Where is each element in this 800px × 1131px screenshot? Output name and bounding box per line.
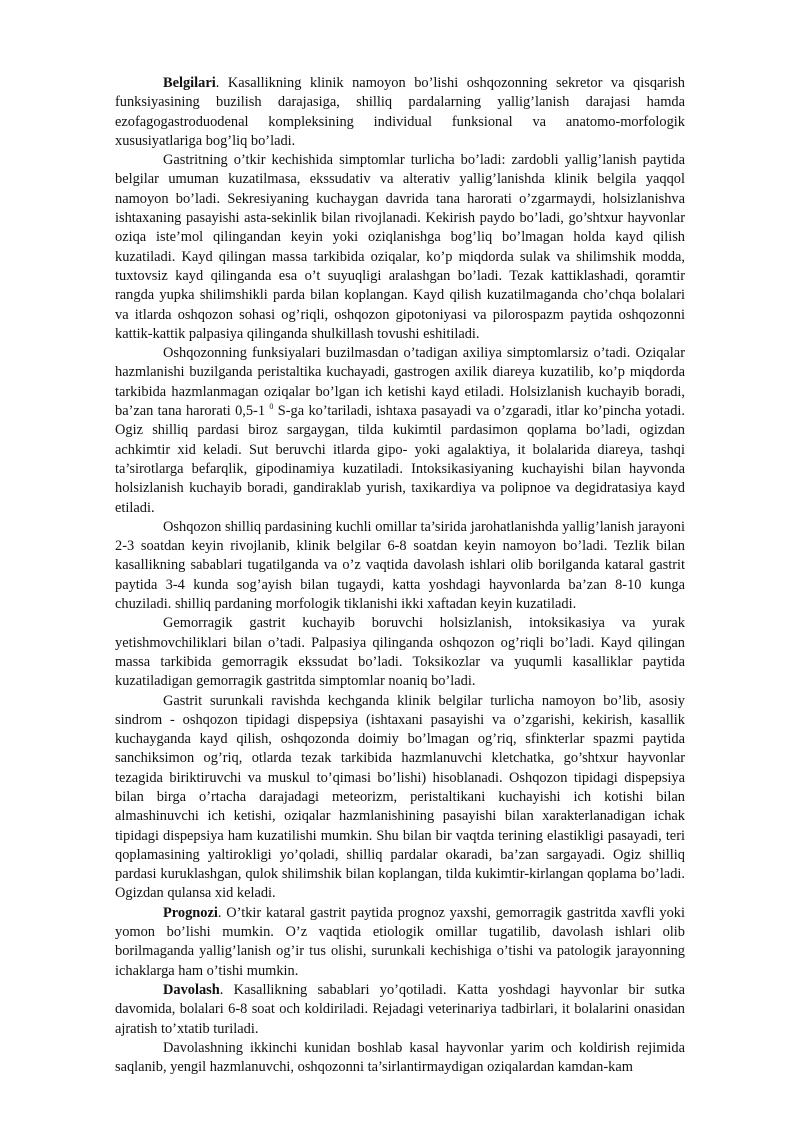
paragraph-funksiyalari <box>115 344 685 518</box>
paragraph-belgilari <box>115 74 685 151</box>
paragraph-ikkinchi-kun: Davolashning ikkinchi kunidan boshlab kasal hayvonlar yarim och koldirish rejimida saqlanib, yengil hazmlanuvchi, oshqozonni ta’sirlantirmaydigan oziqalardan kamdan-kam <box>115 1039 685 1076</box>
paragraph-text: . Kasallikning klinik namoyon bo’lishi oshqozonning sekretor va qisqarish funksiyasining buzilish darajasiga, shilliq pardalarning yallig’lanish darajasi hamda ezofagogastroduodenal kompleksining individual funksional va anatomo-morfologik xususiyatlariga bog’liq bo’ladi. <box>115 75 685 149</box>
paragraph-text: . Kasallikning sabablari yo’qotiladi. Katta yoshdagi hayvonlar bir sutka davomida, bolalari 6-8 soat och koldiriladi. Rejadagi veterinariya tadbirlari, it bolalarini onasidan ajratish to’xtatib turiladi. <box>115 981 685 1037</box>
paragraph-text-part1: Oshqozonning funksiyalari buzilmasdan o’tadigan axiliya simptomlarsiz o’tadi. Oziqalar hazmlanishi buzilganda peristaltika kuchayadi, gastrogen axilik diareya kuzatilib, ko’p miqdorda tarkibida hazmlanmagan oziqalar bo’lgan ich ketishi kayd etiladi. Holsizlanish kuchayib boradi, ba’zan tana harorati 0,5-1 <box>115 345 685 420</box>
paragraph-prognozi <box>115 904 685 981</box>
paragraph-otkir-kechish: Gastritning o’tkir kechishida simptomlar turlicha bo’ladi: zardobli yallig’lanish paytida belgilar umuman kuzatilmasa, ekssudativ va alterativ yallig’lanishda klinik belgila yaqqol namoyon bo’ladi. Sekresiyaning kuchaygan davrida tana harorati o’zgarmaydi, holsizlanishva ishtaxaning pasayishi asta-sekinlik bilan rivojlanadi. Kekirish paydo bo’ladi, go’shtxur hayvonlar oziqa iste’mol qilingandan keyin yoki oziqlanishga bog’liq bo’lmagan holda kayd qilish kuzatiladi. Kayd qilingan massa tarkibida oziqalar, ko’p miqdorda sulak va shilimshik modda, tuxtovsiz kayd qilinganda esa o’t suyuqligi aralashgan bo’ladi. Tezak kattiklashadi, qoramtir rangda yupka shilimshikli parda bilan koplangan. Kayd qilish kuzatilmaganda cho’chqa bolalari va itlarda oshqozon sohasi og’riqli, oshqozon gipotoniyasi va pilorospazm paytida oshqozonni kattik-kattik palpasiya qilinganda shulkillash tovushi eshitiladi. <box>115 152 685 342</box>
paragraph-davolash <box>115 981 685 1039</box>
paragraph-jarohatlanish: Oshqozon shilliq pardasining kuchli omillar ta’sirida jarohatlanishda yallig’lanish jarayoni 2-3 soatdan keyin rivojlanib, klinik belgilar 6-8 soatdan keyin namoyon bo’ladi. Tezlik bilan kasallikning sabablari tugatilganda va o’z vaqtida davolash ishlari olib borilganda kataral gastrit paytida 3-4 kunda sog’ayish bilan tugaydi, katta yoshdagi hayvonlarda ba’zan 8-10 kunga chuziladi. shilliq pardaning morfologik tiklanishi ikki xaftadan keyin kuzatiladi. <box>115 518 685 613</box>
degree-superscript: 0 <box>269 402 274 412</box>
heading-davolash: Davolash <box>163 981 220 998</box>
paragraph-surunkali: Gastrit surunkali ravishda kechganda klinik belgilar turlicha namoyon bo’lib, asosiy sindrom - oshqozon tipidagi dispepsiya (ishtaxani pasayishi va o’zgarishi, kekirish, kasallik kuchayganda kayd qilish, oshqozonda doimiy bo’lmagan og’riq, sfinkterlar spazmi paytida sanchiksimon og’riq, otlarda tezak tarkibida hazmlanuvchi kletchatka, go’shtxur hayvonlar tezagida biriktiruvchi va muskul to’qimasi bo’lishi) hisoblanadi. Oshqozon tipidagi dispepsiya bilan birga o’rtacha darajadagi meteorizm, peristaltikani kuchayishi ich kotishi bilan almashinuvchi ich ketishi, oziqalar hazmlanishining pasayishi bilan xarakterlanadigan ichak tipidagi dispepsiya ham kuzatilishi mumkin. Shu bilan bir vaqtda terining elastikligi pasayadi, teri qoplamasining yaltirokligi yo’qoladi, shilliq pardalar okaradi, ba’zan sargayadi. Ogiz shilliq pardasi kuruklashgan, qulok shilimshik bilan koplangan, tilda kukimtir-kirlangan qoplama bo’ladi. Ogizdan qulansa xid keladi. <box>115 692 685 902</box>
paragraph-text-part2: S-ga ko’tariladi, ishtaxa pasayadi va o’zgaradi, itlar ko’pincha yotadi. Ogiz shilliq pardasi biroz sargaygan, tilda kukimtil pardasimon qoplama bo’ladi, ogizdan achkimtir xid keladi. Sut beruvchi itlarda gipo- yoki agalaktiya, it bolalarida diareya, tashqi ta’sirotlarga befarqlik, gipodinamiya kuzatiladi. Intoksikasiyaning kuchayishi bilan hayvonda holsizlanish kuchayib boradi, gandiraklab yurish, taxikardiya va polipnoe va degidratasiya kayd etiladi. <box>115 403 685 516</box>
heading-belgilari: Belgilari <box>163 75 216 91</box>
document-page <box>115 74 685 1077</box>
paragraph-text: . O’tkir kataral gastrit paytida prognoz yaxshi, gemorragik gastritda xavfli yoki yomon bo’lishi mumkin. O’z vaqtida etiologik omillar tugatilib, davolash ishlari olib borilmaganda yallig’lanish og’ir tus olishi, surunkali kechishiga o’tishi va patologik jarayonning ichaklarga ham o’tishi mumkin. <box>115 904 685 979</box>
paragraph-gemorragik: Gemorragik gastrit kuchayib boruvchi holsizlanish, intoksikasiya va yurak yetishmovchiliklari bilan o’tadi. Palpasiya qilinganda oshqozon og’riqli bo’ladi. Kayd qilingan massa tarkibida gemorragik ekssudat bo’ladi. Toksikozlar va yuqumli kasalliklar paytida kuzatiladigan gemorragik gastritda simptomlar noaniq bo’ladi. <box>115 615 685 690</box>
heading-prognozi: Prognozi <box>163 904 218 921</box>
